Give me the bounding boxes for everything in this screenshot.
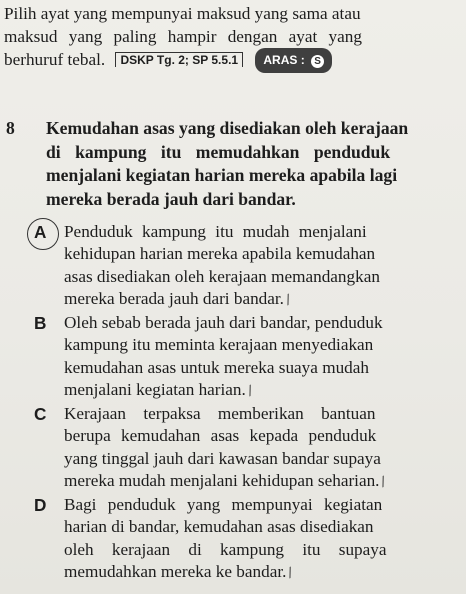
option-line: mereka mudah menjalani kehidupan seharian. [64, 471, 380, 491]
tick-mark-icon: ⁄ [284, 293, 294, 308]
question-number: 8 [6, 118, 15, 138]
option-line: Bagi penduduk yang mempunyai kegiatan [64, 495, 383, 514]
instruction-line: maksud yang paling hampir dengan ayat yang [4, 27, 362, 46]
option-line-last [64, 379, 460, 403]
option-letter: A [34, 222, 47, 242]
option-line: menjalani kegiatan harian. [64, 380, 246, 400]
option-line-last [64, 288, 460, 312]
option-line: harian di bandar, kemudahan asas disediakan [64, 517, 374, 537]
option-line-last [64, 470, 460, 494]
question-text [46, 117, 456, 211]
option-line: Penduduk kampung itu mudah menjalani [64, 222, 367, 241]
dskp-reference: DSKP Tg. 2; SP 5.5.1 [115, 52, 243, 67]
option-text [64, 494, 460, 586]
option-line: mereka berada jauh dari bandar. [64, 289, 284, 309]
option-text [64, 221, 460, 313]
aras-value: S [311, 55, 324, 68]
instruction-line: Pilih ayat yang mempunyai maksud yang sama atau [4, 4, 361, 23]
option-line: kehidupan harian mereka apabila kemudahan [64, 244, 376, 264]
option-line-last [64, 561, 460, 585]
option-line: berupa kemudahan asas kepada penduduk [64, 426, 377, 446]
option-line: memudahkan mereka ke bandar. [64, 562, 287, 582]
option-line: Kerajaan terpaksa memberikan bantuan [64, 404, 376, 423]
tick-mark-icon: ⁄ [286, 566, 296, 581]
instruction-line-text: berhuruf tebal. [4, 50, 106, 69]
tick-mark-icon: ⁄ [245, 384, 256, 399]
option-line: kampung itu meminta kerajaan menyediakan [64, 335, 374, 355]
tick-mark-icon: ⁄ [379, 475, 389, 490]
aras-badge [255, 48, 332, 73]
question-line: mereka berada jauh dari bandar. [46, 188, 296, 209]
option-letter: D [34, 495, 47, 515]
option-line: asas disediakan oleh kerajaan memandangkan [64, 266, 380, 286]
option-text [64, 312, 460, 404]
question-line: di kampung itu memudahkan penduduk [46, 141, 391, 162]
question-line: menjalani kegiatan harian mereka apabila lagi [46, 165, 398, 185]
aras-label: ARAS : [263, 53, 305, 67]
instruction [4, 2, 456, 73]
instruction-line-3 [4, 48, 456, 73]
option-text [64, 403, 460, 495]
option-line: oleh kerajaan di kampung itu supaya [64, 539, 387, 559]
option-line: kemudahan asas untuk mereka suaya mudah [64, 357, 369, 377]
option-line: yang tinggal jauh dari kawasan bandar supaya [64, 448, 381, 468]
option-line: Oleh sebab berada jauh dari bandar, penduduk [64, 313, 383, 332]
question-line: Kemudahan asas yang disediakan oleh kerajaan [46, 118, 409, 138]
option-letter: C [34, 404, 47, 424]
option-letter: B [34, 313, 47, 333]
